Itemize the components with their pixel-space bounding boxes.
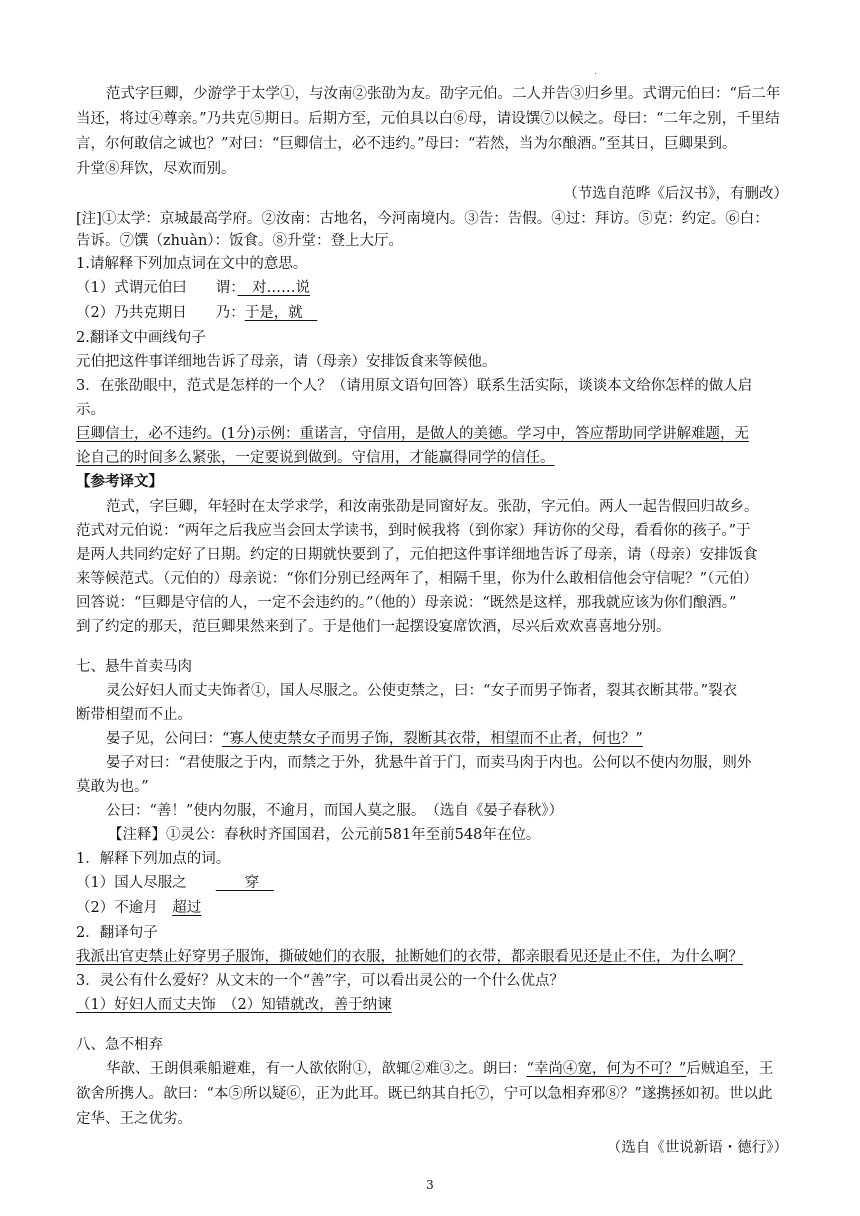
p7-line-3-pre: 晏子见，公问曰： [106, 731, 222, 747]
page-number: 3 [426, 1178, 434, 1192]
q1b-text: （2）乃共克期日 乃： [76, 305, 245, 321]
p1-answer-3-line-1: 巨卿信士，必不违约。(1分)示例：重诺言，守信用，是做人的美德。学习中，答应帮助同学讲解难题，无 [76, 426, 750, 442]
p8-line-2: 欲舍所携人。歆曰：“本⑤所以疑⑥，正为此耳。既已纳其自托⑦，宁可以急相弃邪⑧？”遂携拯如初。世以此 [76, 1086, 773, 1102]
p1-answer-2: 元伯把这件事详细地告诉了母亲，请（母亲）安排饭食来等候他。 [76, 354, 497, 370]
p7-question-1: 1．解释下列加点的词。 [76, 851, 231, 867]
p7-line-2: 断带相望而不止。 [76, 707, 192, 723]
q1a-text: （1）式谓元伯曰 谓： [76, 280, 238, 296]
p1-question-1: 1.请解释下列加点词在文中的意思。 [76, 256, 308, 272]
p1-question-2: 2.翻译文中画线句子 [76, 330, 206, 346]
p7-line-5: 莫敢为也。” [76, 779, 149, 795]
p7-q1a-text: （1）国人尽服之 [76, 875, 216, 891]
p1-line-4: 升堂⑧拜饮，尽欢而别。 [76, 161, 236, 177]
p1-line-1: 范式字巨卿，少游学于太学①，与汝南②张劭为友。劭字元伯。二人并告③归乡里。式谓元伯曰：“后二年 [106, 86, 781, 102]
p7-question-1a [76, 873, 274, 893]
p8-line-1-pre: 华歆、王朗俱乘船避难，有一人欲依附①，歆辄②难③之。朗曰： [106, 1061, 527, 1077]
p7-answer-2: 我派出官吏禁止好穿男子服饰，撕破她们的衣服，扯断她们的衣带，都亲眼看见还是止不住，为什么啊？ [76, 949, 743, 965]
p7-q1b-answer: 超过 [172, 900, 202, 916]
p1-note-1: [注]①太学：京城最高学府。②汝南：古地名，今河南境内。③告：告假。④过：拜访。⑤克：约定。⑥白： [76, 211, 769, 227]
p8-line-1-post: 后贼追至，王 [686, 1061, 774, 1077]
translation-heading: 【参考译文】 [76, 473, 163, 490]
p7-answer-3: （1）好妇人而丈夫饰 （2）知错就改，善于纳谏 [76, 997, 392, 1013]
q1a-answer: 对……说 [237, 280, 310, 296]
translation-line-5: 回答说：“巨卿是守信的人，一定不会违约的。”（他的）母亲说：“既然是这样，那我就应该为你们酿酒。” [76, 595, 737, 611]
p1-note-2: 告诉。⑦馔（zhuàn）：饭食。⑧升堂：登上大厅。 [76, 233, 404, 249]
section-7-title: 七、悬牛首卖马肉 [76, 659, 192, 675]
p7-question-1b [76, 898, 201, 918]
p8-line-3: 定华、王之优劣。 [76, 1111, 192, 1127]
p1-answer-3-line-2: 论自己的时间多么紧张，一定要说到做到。守信用，才能赢得同学的信任。 [76, 450, 555, 466]
p7-line-3-underlined: “寡人使吏禁女子而男子饰，裂断其衣带，相望而不止者，何也？” [222, 731, 643, 747]
translation-line-1: 范式，字巨卿，年轻时在太学求学，和汝南张劭是同窗好友。张劭，字元伯。两人一起告假回归故乡。 [106, 499, 759, 515]
section-8-title: 八、急不相弃 [76, 1037, 163, 1053]
p7-line-6: 公曰：“善！”使内勿服，不逾月，而国人莫之服。 （选自《晏子春秋》） [106, 803, 564, 819]
p7-note: 【注释】①灵公：春秋时齐国国君，公元前581年至前548年在位。 [108, 827, 541, 843]
translation-line-3: 是两人共同约定好了日期。约定的日期就快要到了，元伯把这件事详细地告诉了母亲，请（母亲）安排饭食 [76, 547, 758, 563]
p7-q1b-text: （2）不逾月 [76, 900, 173, 916]
translation-line-6: 到了约定的那天，范巨卿果然来到了。于是他们一起摆设宴席饮酒，尽兴后欢欢喜喜地分别。 [76, 619, 671, 635]
p7-q1a-answer: 穿 [215, 875, 274, 891]
p1-line-2: 当还，将过④尊亲。”乃共克⑤期日。后期方至，元伯具以白⑥母，请设馔⑦以候之。母曰：“二年之别，千里结 [76, 111, 780, 127]
p8-line-1 [106, 1059, 773, 1079]
p7-question-2: 2．翻译句子 [76, 925, 158, 941]
p1-question-1a [76, 278, 310, 298]
translation-line-2: 范式对元伯说：“两年之后我应当会回太学读书，到时候我将（到你家）拜访你的父母，看看你的孩子。”于 [76, 523, 751, 539]
p7-line-4: 晏子对曰：“君使服之于内，而禁之于外，犹悬牛首于门，而卖马肉于内也。公何以不使内勿服，则外 [106, 755, 752, 771]
p1-line-3: 言，尔何敢信之诚也？”对曰：“巨卿信士，必不违约。”母曰：“若然，当为尔酿酒。”至其日，巨卿果到。 [76, 136, 737, 152]
p1-question-3b: 示。 [76, 402, 105, 418]
p1-question-1b [76, 303, 317, 323]
p7-line-1: 灵公好妇人而丈夫饰者①，国人尽服之。公使吏禁之，曰：“女子而男子饰者，裂其衣断其带。”裂衣 [106, 683, 738, 699]
p7-line-3 [106, 729, 643, 749]
p1-source: （节选自范晔《后汉书》，有删改） [563, 186, 788, 202]
header-dot: . [594, 66, 598, 77]
p1-question-3a: 3．在张劭眼中，范式是怎样的一个人？（请用原文语句回答）联系生活实际，谈谈本文给你怎样的做人启 [76, 378, 753, 394]
translation-line-4: 来等候范式。（元伯的）母亲说：“你们分别已经两年了，相隔千里，你为什么敢相信他会守信呢？”（元伯） [76, 571, 758, 587]
p7-question-3: 3．灵公有什么爱好？从文末的一个“善”字，可以看出灵公的一个什么优点？ [76, 973, 565, 989]
p8-source: （选自《世说新语・德行》） [606, 1140, 788, 1156]
p8-line-1-underlined: “幸尚④宽，何为不可？” [526, 1061, 687, 1077]
q1b-answer: 于是，就 [244, 305, 318, 321]
